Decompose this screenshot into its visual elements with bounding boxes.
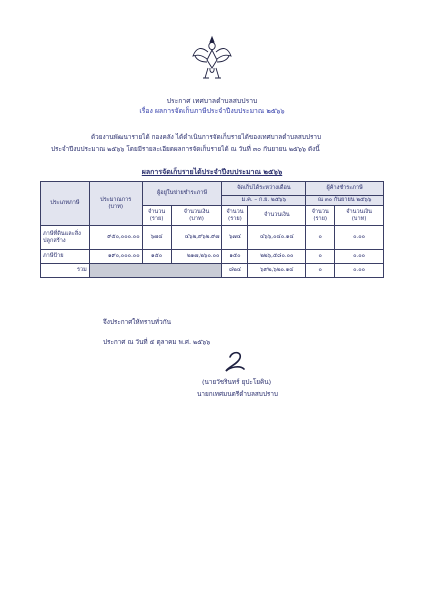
row-estimate: ๑๙๐,๐๐๐.๐๐ bbox=[89, 250, 142, 264]
row-col-amount: ๒๒๖,๕๘๐.๐๐ bbox=[248, 250, 306, 264]
row-tp-count: ๖๗๔ bbox=[142, 226, 171, 250]
header-estimate: ประมาณการ (บาท) bbox=[89, 182, 142, 226]
signature-icon bbox=[220, 349, 250, 373]
header-outstanding: ผู้ค้างชำระภาษี bbox=[306, 182, 384, 196]
row-out-count: ๐ bbox=[306, 226, 335, 250]
header-taxpayers: ผู้อยู่ในข่ายชำระภาษี bbox=[142, 182, 222, 206]
total-label: รวม bbox=[41, 264, 90, 278]
subheader-out-count: จำนวน (ราย) bbox=[306, 206, 335, 226]
total-out-count: ๐ bbox=[306, 264, 335, 278]
row-out-amount: ๐.๐๐ bbox=[335, 250, 384, 264]
announce-date: ประกาศ ณ วันที่ ๕ ตุลาคม พ.ศ. ๒๕๖๖ bbox=[103, 338, 211, 346]
row-out-amount: ๐.๐๐ bbox=[335, 226, 384, 250]
total-col-amount: ๖๙๒,๖๒๐.๑๔ bbox=[248, 264, 306, 278]
subheader-out-amount: จำนวนเงิน (บาท) bbox=[335, 206, 384, 226]
intro-line-1: ด้วยงานพัฒนารายได้ กองคลัง ได้ดำเนินการจัดเก็บรายได้ของเทศบาลตำบลสบปราบ bbox=[91, 133, 322, 141]
table-row bbox=[41, 250, 384, 264]
subheader-col-count: จำนวน (ราย) bbox=[222, 206, 248, 226]
signer-name: (นายวัชรินทร์ ยุปะโยคิน) bbox=[202, 378, 272, 386]
row-tax-type: ภาษีป้าย bbox=[41, 250, 90, 264]
total-out-amount: ๐.๐๐ bbox=[335, 264, 384, 278]
row-estimate: ๙๕๐,๐๐๐.๐๐ bbox=[89, 226, 142, 250]
table-total-row bbox=[41, 264, 384, 278]
row-tax-type: ภาษีที่ดินและสิ่งปลูกสร้าง bbox=[41, 226, 90, 250]
signer-position: นายกเทศมนตรีตำบลสบปราบ bbox=[197, 390, 278, 398]
row-col-count: ๖๗๔ bbox=[222, 226, 248, 250]
closing-text: จึงประกาศให้ทราบทั่วกัน bbox=[103, 318, 171, 326]
subheader-col-amount: จำนวนเงิน bbox=[248, 206, 306, 226]
garuda-emblem-icon bbox=[191, 34, 233, 82]
row-tp-count: ๑๕๐ bbox=[142, 250, 171, 264]
subheader-tp-amount: จำนวนเงิน (บาท) bbox=[171, 206, 222, 226]
row-col-count: ๑๕๐ bbox=[222, 250, 248, 264]
total-col-count: ๘๒๔ bbox=[222, 264, 248, 278]
announcement-subject: เรื่อง ผลการจัดเก็บภาษีประจำปีงบประมาณ ๒๕๖๖ bbox=[139, 107, 285, 115]
row-tp-amount: ๔๖๒,๙๖๒.๙๗ bbox=[171, 226, 222, 250]
header-collected-period: ม.ค. – ก.ย. ๒๕๖๖ bbox=[222, 196, 306, 206]
header-collected: จัดเก็บได้ระหว่างเดือน bbox=[222, 182, 306, 196]
row-col-amount: ๔๖๖,๐๔๐.๑๔ bbox=[248, 226, 306, 250]
total-masked-cells bbox=[89, 264, 222, 278]
header-outstanding-date: ณ ๓๐ กันยายน ๒๕๖๖ bbox=[306, 196, 384, 206]
announcement-title: ประกาศ เทศบาลตำบลสบปราบ bbox=[166, 97, 258, 105]
subheader-tp-count: จำนวน (ราย) bbox=[142, 206, 171, 226]
table-row bbox=[41, 226, 384, 250]
header-tax-type: ประเภทภาษี bbox=[41, 182, 90, 226]
row-tp-amount: ๒๑๗,๒๖๐.๐๐ bbox=[171, 250, 222, 264]
table-title: ผลการจัดเก็บรายได้ประจำปีงบประมาณ ๒๕๖๖ bbox=[141, 168, 283, 176]
row-out-count: ๐ bbox=[306, 250, 335, 264]
tax-collection-table bbox=[40, 181, 384, 278]
intro-line-2: ประจำปีงบประมาณ ๒๕๖๖ โดยมีรายละเอียดผลการจัดเก็บรายได้ ณ วันที่ ๓๐ กันยายน ๒๕๖๖ ดังนี้ bbox=[51, 145, 320, 153]
